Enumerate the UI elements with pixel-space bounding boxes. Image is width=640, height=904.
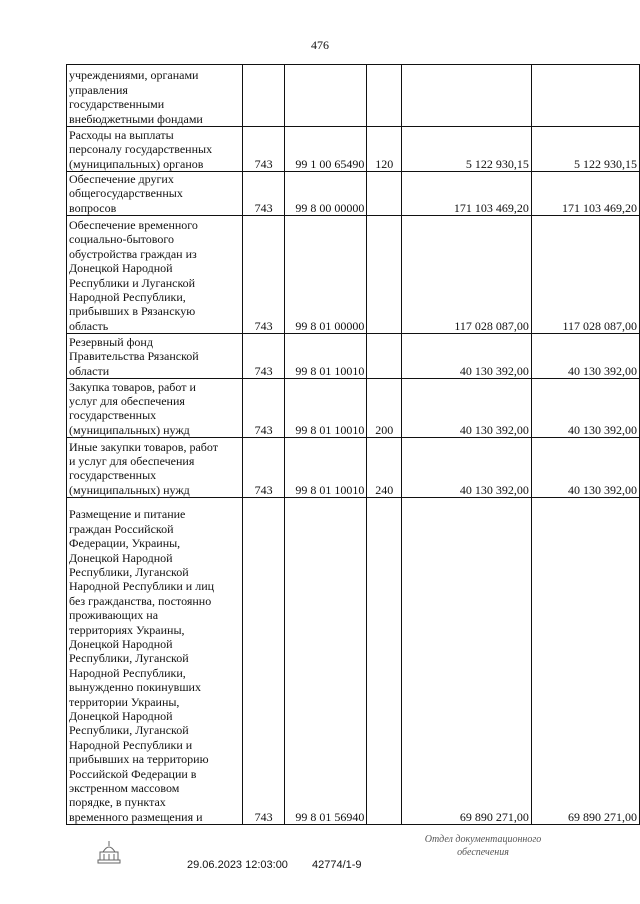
row-name-cell: учреждениями, органами управления государственными внебюджетными фондами	[67, 65, 243, 127]
row-csr-cell: 99 1 00 65490	[284, 127, 366, 172]
row-name-cell: Размещение и питание граждан Российской Федерации, Украины, Донецкой Народной Республики, Луганской Народной Республики и лиц без гражданства, постоянно проживающих на территориях Украины, Донецкой Народной Республики, Луганской Народной Республики, вынужденно покинувших территории Украины, Донецкой Народной Республики, Луганской Народной Республики и прибывших на территорию Российской Федерации в экстренном массовом порядке, в пунктах временного размещения и	[67, 498, 243, 825]
table-row	[67, 172, 640, 216]
row-csr-cell: 99 8 01 00000	[284, 216, 366, 334]
row-vr-cell: 120	[367, 127, 402, 172]
row-sum2-cell: 40 130 392,00	[531, 334, 639, 379]
stamp-line-1: Отдел документационного	[424, 834, 542, 845]
row-sum1-cell: 5 122 930,15	[402, 127, 532, 172]
row-csr-cell: 99 8 00 00000	[284, 172, 366, 216]
footer-date: 29.06.2023 12:03:00	[187, 859, 288, 871]
row-sum1-cell	[402, 65, 532, 127]
table-row	[67, 127, 640, 172]
row-ved-cell: 743	[243, 334, 285, 379]
table-row	[67, 498, 640, 825]
page-number: 476	[311, 38, 329, 52]
duma-seal-icon	[94, 838, 124, 868]
row-csr-cell: 99 8 01 10010	[284, 379, 366, 438]
row-name-cell: Обеспечение временного социально-бытового обустройства граждан из Донецкой Народной Республики и Луганской Народной Республики, прибывших в Рязанскую область	[67, 216, 243, 334]
row-sum2-cell: 5 122 930,15	[531, 127, 639, 172]
row-sum2-cell: 69 890 271,00	[531, 498, 639, 825]
row-vr-cell	[367, 334, 402, 379]
row-ved-cell: 743	[243, 379, 285, 438]
budget-table	[66, 64, 640, 825]
department-stamp	[408, 833, 558, 859]
row-sum1-cell: 40 130 392,00	[402, 379, 532, 438]
row-csr-cell	[284, 65, 366, 127]
stamp-line-2: обеспечения	[457, 847, 509, 858]
row-vr-cell: 240	[367, 438, 402, 498]
row-sum1-cell: 40 130 392,00	[402, 334, 532, 379]
row-csr-cell: 99 8 01 10010	[284, 334, 366, 379]
row-vr-cell: 200	[367, 379, 402, 438]
row-sum2-cell: 40 130 392,00	[531, 379, 639, 438]
row-sum1-cell: 117 028 087,00	[402, 216, 532, 334]
row-sum2-cell: 40 130 392,00	[531, 438, 639, 498]
row-ved-cell	[243, 65, 285, 127]
table-row	[67, 438, 640, 498]
table-row	[67, 334, 640, 379]
budget-table-body	[67, 65, 640, 825]
row-vr-cell	[367, 65, 402, 127]
row-sum2-cell: 171 103 469,20	[531, 172, 639, 216]
row-sum2-cell	[531, 65, 639, 127]
row-name-cell: Закупка товаров, работ и услуг для обеспечения государственных (муниципальных) нужд	[67, 379, 243, 438]
row-sum1-cell: 69 890 271,00	[402, 498, 532, 825]
row-vr-cell	[367, 498, 402, 825]
row-name-cell: Иные закупки товаров, работ и услуг для обеспечения государственных (муниципальных) нужд	[67, 438, 243, 498]
table-row	[67, 65, 640, 127]
row-sum1-cell: 171 103 469,20	[402, 172, 532, 216]
row-vr-cell	[367, 216, 402, 334]
row-vr-cell	[367, 172, 402, 216]
footer-doc-number: 42774/1-9	[312, 859, 362, 871]
table-row	[67, 216, 640, 334]
row-ved-cell: 743	[243, 498, 285, 825]
table-row	[67, 379, 640, 438]
row-sum1-cell: 40 130 392,00	[402, 438, 532, 498]
row-name-cell: Резервный фонд Правительства Рязанской области	[67, 334, 243, 379]
row-sum2-cell: 117 028 087,00	[531, 216, 639, 334]
row-ved-cell: 743	[243, 127, 285, 172]
row-csr-cell: 99 8 01 56940	[284, 498, 366, 825]
row-ved-cell: 743	[243, 216, 285, 334]
row-name-cell: Обеспечение других общегосударственных вопросов	[67, 172, 243, 216]
row-name-cell: Расходы на выплаты персоналу государственных (муниципальных) органов	[67, 127, 243, 172]
row-ved-cell: 743	[243, 438, 285, 498]
row-ved-cell: 743	[243, 172, 285, 216]
row-csr-cell: 99 8 01 10010	[284, 438, 366, 498]
